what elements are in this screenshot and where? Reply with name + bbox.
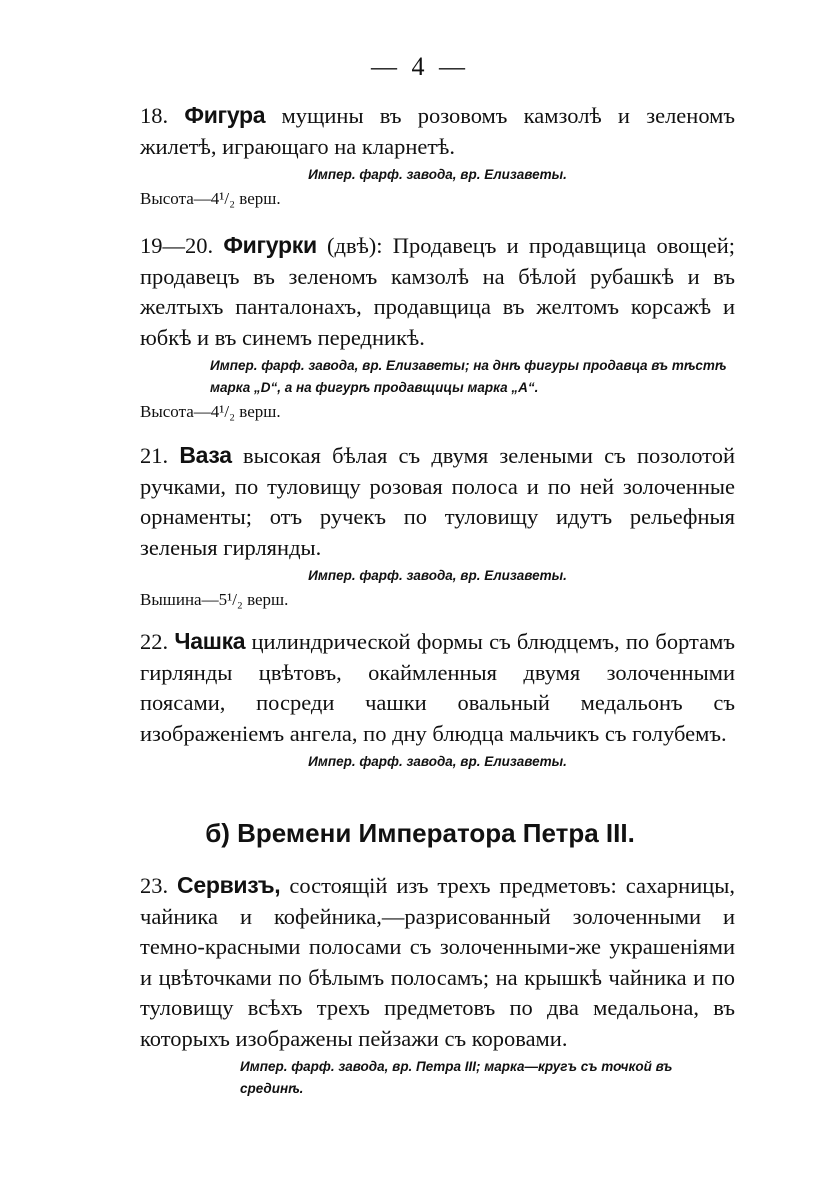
- entry-source: Импер. фарф. завода, вр. Елизаветы.: [308, 754, 567, 769]
- entry-description: мущины въ розовомъ камзолѣ и зеленомъ жилетѣ, играющаго на кларнетѣ.: [140, 103, 736, 159]
- catalog-entry-23: [140, 870, 735, 1100]
- entry-number: 18.: [140, 103, 169, 128]
- entry-keyword: Фигурки: [223, 232, 317, 258]
- entry-description: состоящій изъ трехъ предметовъ: сахарницы, чайника и кофейника,—разрисованный золоченными и темно-красными полосами съ золоченными-же украшеніями и цвѣточками по бѣлымъ полосамъ; на крышкѣ чайника и по туловищу всѣхъ трехъ предметовъ по два медальона, въ которыхъ изображены пейзажи съ коровами.: [140, 873, 736, 1051]
- page-number: — 4 —: [371, 52, 469, 81]
- entry-number: 21.: [140, 443, 169, 468]
- catalog-entry-21: [140, 440, 735, 611]
- entry-source: Импер. фарф. завода, вр. Елизаветы.: [308, 568, 567, 583]
- entry-keyword: Фигура: [184, 102, 266, 128]
- entry-text: [140, 100, 735, 162]
- entry-keyword: Ваза: [179, 442, 232, 468]
- entry-description: (двѣ): Продавецъ и продавщица овощей; продавецъ въ зеленомъ камзолѣ на бѣлой рубашкѣ и въ желтыхъ панталонахъ, продавщица въ желтомъ корсажѣ и юбкѣ и въ синемъ передникѣ.: [140, 233, 736, 350]
- entry-source: Импер. фарф. завода, вр. Елизаветы.: [308, 167, 567, 182]
- entry-source: Импер. фарф. завода, вр. Петра III; марка—кругъ съ точкой въ срединѣ.: [240, 1059, 673, 1096]
- entry-description: высокая бѣлая съ двумя зелеными съ позолотой ручками, по туловищу розовая полоса и по ней золоченные орнаменты; отъ ручекъ по туловищу идутъ рельефныя зеленыя гирлянды.: [140, 443, 735, 560]
- entry-description: цилиндрической формы съ блюдцемъ, по бортамъ гирлянды цвѣтовъ, окаймленныя двумя золоченными поясами, посреди чашки овальный медальонъ съ изображеніемъ ангела, по дну блюдца мальчикъ съ голубемъ.: [140, 629, 735, 746]
- catalog-entry-18: [140, 100, 735, 210]
- entry-source: Импер. фарф. завода, вр. Елизаветы; на днѣ фигуры продавца въ тѣстѣ марка „D“, а на фигурѣ продавщицы марка „A“.: [210, 358, 727, 395]
- entry-text: [140, 440, 735, 563]
- catalog-entry-19-20: [140, 230, 735, 423]
- entry-dimension: Высота—4¹/₂ верш.: [140, 189, 281, 208]
- entry-number: 23.: [140, 873, 169, 898]
- entry-dimension: Вышина—5¹/₂ верш.: [140, 590, 289, 609]
- entry-text: [140, 870, 735, 1054]
- entry-number: 19—20.: [140, 233, 214, 258]
- section-heading: б) Времени Императора Петра III.: [205, 818, 635, 848]
- entry-number: 22.: [140, 629, 169, 654]
- entry-keyword: Чашка: [174, 628, 246, 654]
- entry-keyword: Сервизъ,: [177, 872, 281, 898]
- entry-text: [140, 626, 735, 749]
- entry-text: [140, 230, 735, 353]
- entry-dimension: Высота—4¹/₂ верш.: [140, 402, 281, 421]
- catalog-entry-22: [140, 626, 735, 773]
